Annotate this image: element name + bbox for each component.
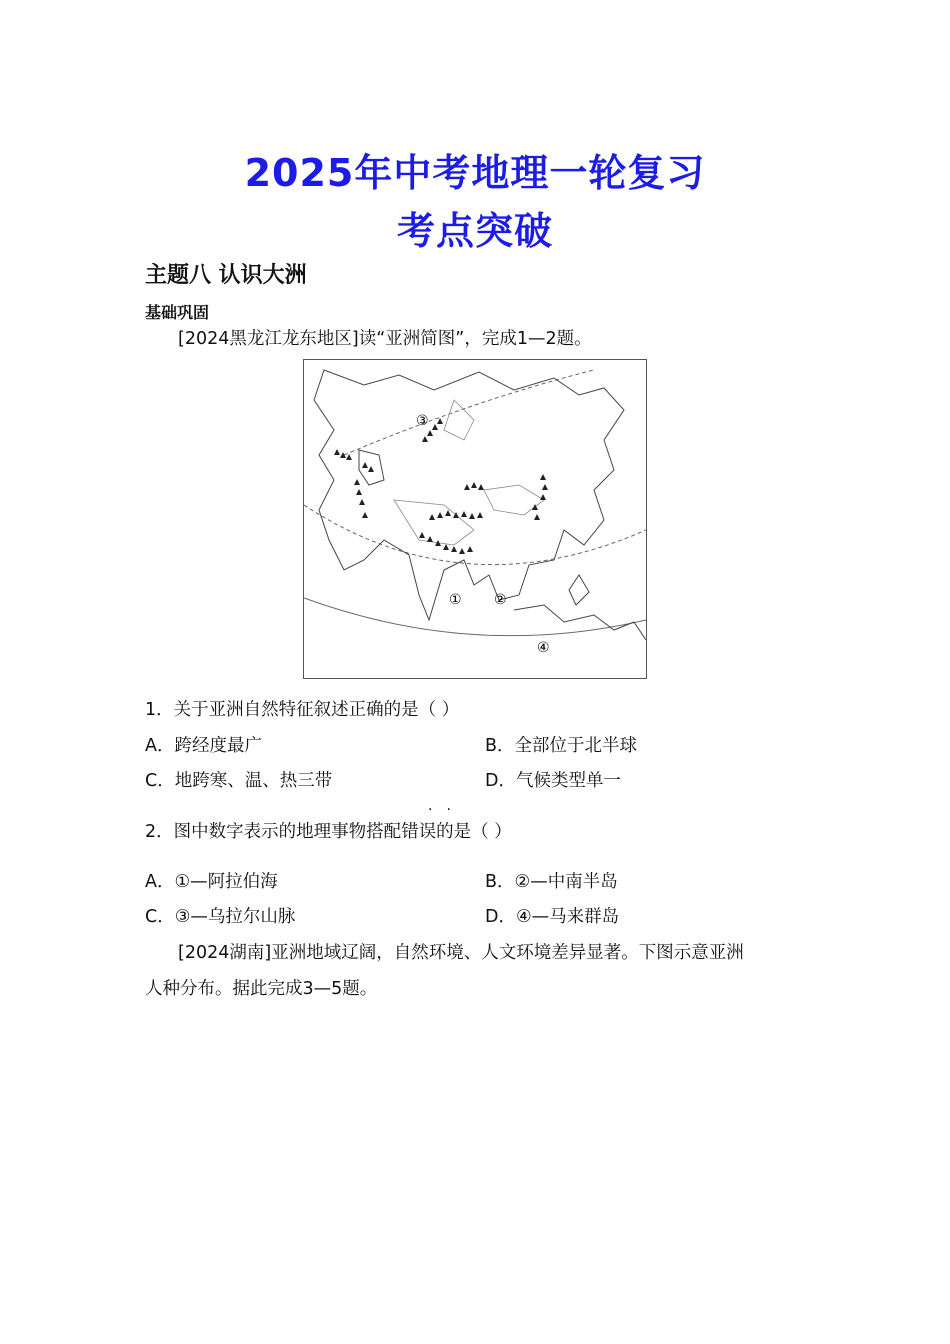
equator-line xyxy=(304,598,646,636)
question-2-option-a: A．①—阿拉伯海 xyxy=(145,872,278,892)
asia-map-drawing xyxy=(304,360,646,678)
tropic-line xyxy=(304,505,646,565)
topic-heading: 主题八 认识大洲 xyxy=(145,263,307,288)
question-1-option-c: C．地跨寒、温、热三带 xyxy=(145,771,333,791)
asia-map xyxy=(303,359,647,679)
mountain-range-iran xyxy=(354,479,368,518)
question-2-option-c: C．③—乌拉尔山脉 xyxy=(145,907,296,927)
taihang-mountains xyxy=(532,504,540,520)
map-label-2: ② xyxy=(494,592,507,608)
document-subtitle: 考点突破 xyxy=(396,209,553,253)
kunlun-mountains xyxy=(429,510,483,520)
tianshan-mountains xyxy=(464,482,484,490)
question-1-option-a: A．跨经度最广 xyxy=(145,736,262,756)
intro-paragraph-1: [2024黑龙江龙东地区]读“亚洲简图”，完成1—2题。 xyxy=(178,329,592,349)
question-2-option-b: B．②—中南半岛 xyxy=(485,872,618,892)
intro-paragraph-2-line-1: [2024湖南]亚洲地域辽阔，自然环境、人文环境差异显著。下图示意亚洲 xyxy=(178,943,744,963)
question-2-stem: 2．图中数字表示的地理事物搭配错误的是（ ） xyxy=(145,822,512,842)
map-label-1: ① xyxy=(449,592,462,608)
intro-paragraph-2-line-2: 人种分布。据此完成3—5题。 xyxy=(145,979,378,999)
map-label-3: ③ xyxy=(416,413,429,429)
inner-border xyxy=(394,500,474,545)
himalaya-mountains xyxy=(419,532,473,554)
mountain-symbols xyxy=(334,418,548,554)
inner-border xyxy=(444,400,474,440)
inner-border xyxy=(484,485,544,515)
emphasis-dots: ·· xyxy=(428,802,465,818)
question-1-stem: 1．关于亚洲自然特征叙述正确的是（ ） xyxy=(145,700,460,720)
question-1-option-d: D．气候类型单一 xyxy=(485,771,621,791)
greater-khingan-mountains xyxy=(540,474,548,500)
arctic-circle-line xyxy=(344,370,594,455)
question-1-option-b: B．全部位于北半球 xyxy=(485,736,638,756)
map-label-4: ④ xyxy=(537,640,550,656)
document-title: 2025年中考地理一轮复习 xyxy=(244,151,706,195)
island-outline xyxy=(569,575,589,605)
question-2-option-d: D．④—马来群岛 xyxy=(485,907,620,927)
section-heading: 基础巩固 xyxy=(145,303,210,322)
